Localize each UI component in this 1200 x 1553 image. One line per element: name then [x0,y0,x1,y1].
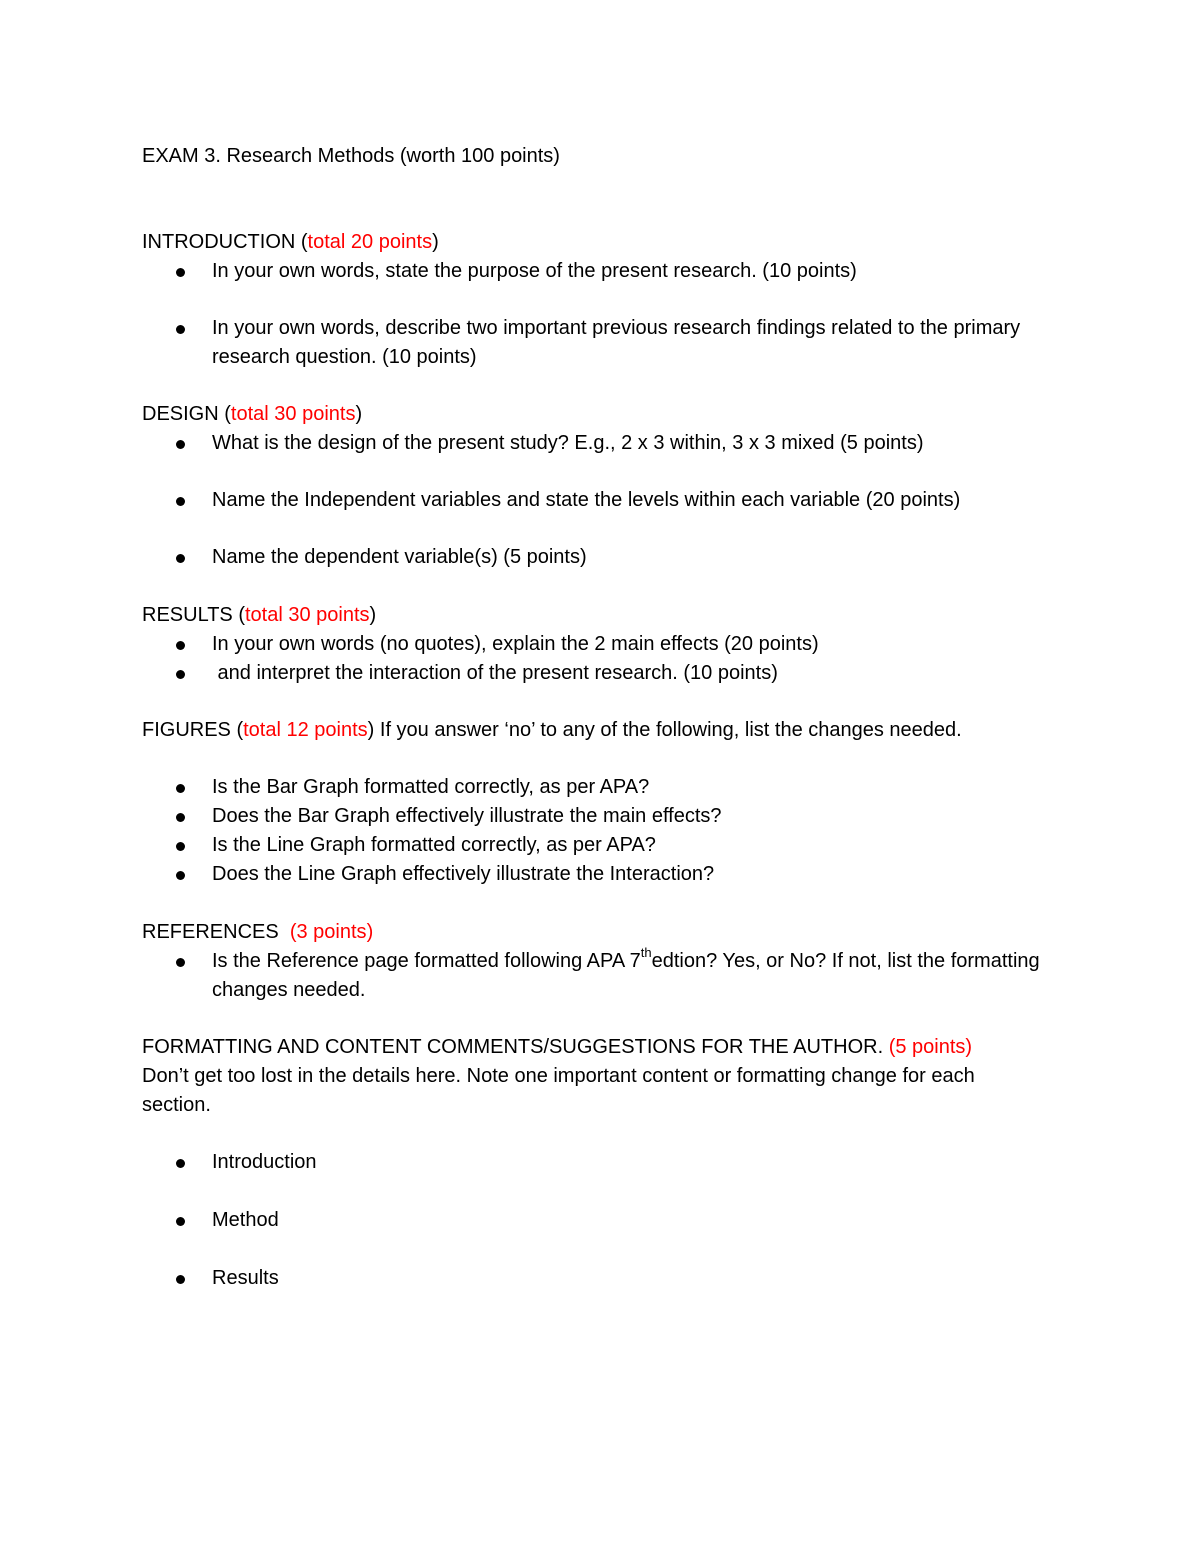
formatting-list [142,1148,1042,1293]
design-points: total 30 points [230,403,356,425]
bullet-icon [176,842,185,851]
references-list [142,947,1042,1005]
bullet-icon [176,871,185,880]
results-points: total 30 points [244,604,370,626]
document-body [142,142,1042,1293]
figures-item-3: Is the Line Graph formatted correctly, as per APA? [212,834,656,856]
list-item [142,543,1042,572]
bullet-icon [176,268,185,277]
design-list [142,429,1042,572]
introduction-item-2: In your own words, describe two important previous research findings related to the primary research question. (10 points) [212,317,1021,368]
figures-points: total 12 points [243,719,368,741]
design-item-3: Name the dependent variable(s) (5 points) [212,546,587,568]
formatting-section [142,1033,1042,1293]
list-item [142,802,1042,831]
design-section [142,400,1042,572]
results-item-1: In your own words (no quotes), explain the 2 main effects (20 points) [212,633,819,655]
list-item [142,257,1042,286]
references-heading: REFERENCES (3 points) [142,921,374,943]
figures-list [142,773,1042,889]
list-item [142,1264,1042,1293]
figures-item-2: Does the Bar Graph effectively illustrate the main effects? [212,805,722,827]
introduction-label: INTRODUCTION [142,231,296,253]
introduction-item-1: In your own words, state the purpose of the present research. (10 points) [212,260,857,282]
figures-instruction: If you answer ‘no’ to any of the following, list the changes needed. [374,719,962,741]
introduction-section [142,228,1042,372]
figures-item-4: Does the Line Graph effectively illustrate the Interaction? [212,863,715,885]
introduction-list [142,257,1042,372]
list-item [142,860,1042,889]
formatting-points: (5 points) [888,1036,973,1058]
list-item [142,1148,1042,1177]
bullet-icon [176,325,185,334]
bullet-icon [176,641,185,650]
references-label: REFERENCES [142,921,279,943]
list-item [142,1206,1042,1235]
list-item [142,486,1042,515]
design-item-2: Name the Independent variables and state the levels within each variable (20 points) [212,489,961,511]
formatting-description: Don’t get too lost in the details here. Note one important content or formatting change for each section. [142,1065,975,1116]
introduction-heading: INTRODUCTION (total 20 points) [142,231,439,253]
references-item-superscript: th [640,945,652,961]
bullet-icon [176,554,185,563]
formatting-item-method: Method [212,1209,279,1231]
references-points: 3 points [296,921,367,943]
introduction-points: total 20 points [307,231,433,253]
bullet-icon [176,440,185,449]
formatting-heading [142,1033,1042,1062]
figures-section [142,716,1042,889]
figures-item-1: Is the Bar Graph formatted correctly, as per APA? [212,776,650,798]
references-item-before: Is the Reference page formatted following APA 7 [212,950,641,972]
list-item [142,630,1042,659]
bullet-icon [176,497,185,506]
formatting-label: FORMATTING AND CONTENT COMMENTS/SUGGESTIONS FOR THE AUTHOR. [142,1036,884,1058]
bullet-icon [176,1159,185,1168]
results-section [142,601,1042,688]
list-item [142,314,1042,372]
bullet-icon [176,1217,185,1226]
figures-heading: FIGURES (total 12 points) If you answer ‘no’ to any of the following, list the changes needed. [142,719,962,741]
list-item [142,831,1042,860]
references-section [142,918,1042,1005]
results-heading: RESULTS (total 30 points) [142,604,377,626]
list-item [142,947,1042,1005]
design-item-1: What is the design of the present study? E.g., 2 x 3 within, 3 x 3 mixed (5 points) [212,432,924,454]
bullet-icon [176,813,185,822]
exam-title: EXAM 3. Research Methods (worth 100 points) [142,145,560,167]
design-label: DESIGN [142,403,219,425]
figures-label: FIGURES [142,719,231,741]
design-heading: DESIGN (total 30 points) [142,403,363,425]
results-list [142,630,1042,688]
list-item [142,773,1042,802]
bullet-icon [176,958,185,967]
results-item-2: and interpret the interaction of the present research. (10 points) [212,662,778,684]
formatting-item-results: Results [212,1267,279,1289]
bullet-icon [176,670,185,679]
bullet-icon [176,784,185,793]
list-item [142,429,1042,458]
list-item [142,659,1042,688]
formatting-item-introduction: Introduction [212,1151,317,1173]
references-item-after: edtion? Yes, or No? If not, list the formatting changes needed. [212,950,1040,1001]
bullet-icon [176,1275,185,1284]
results-label: RESULTS [142,604,233,626]
